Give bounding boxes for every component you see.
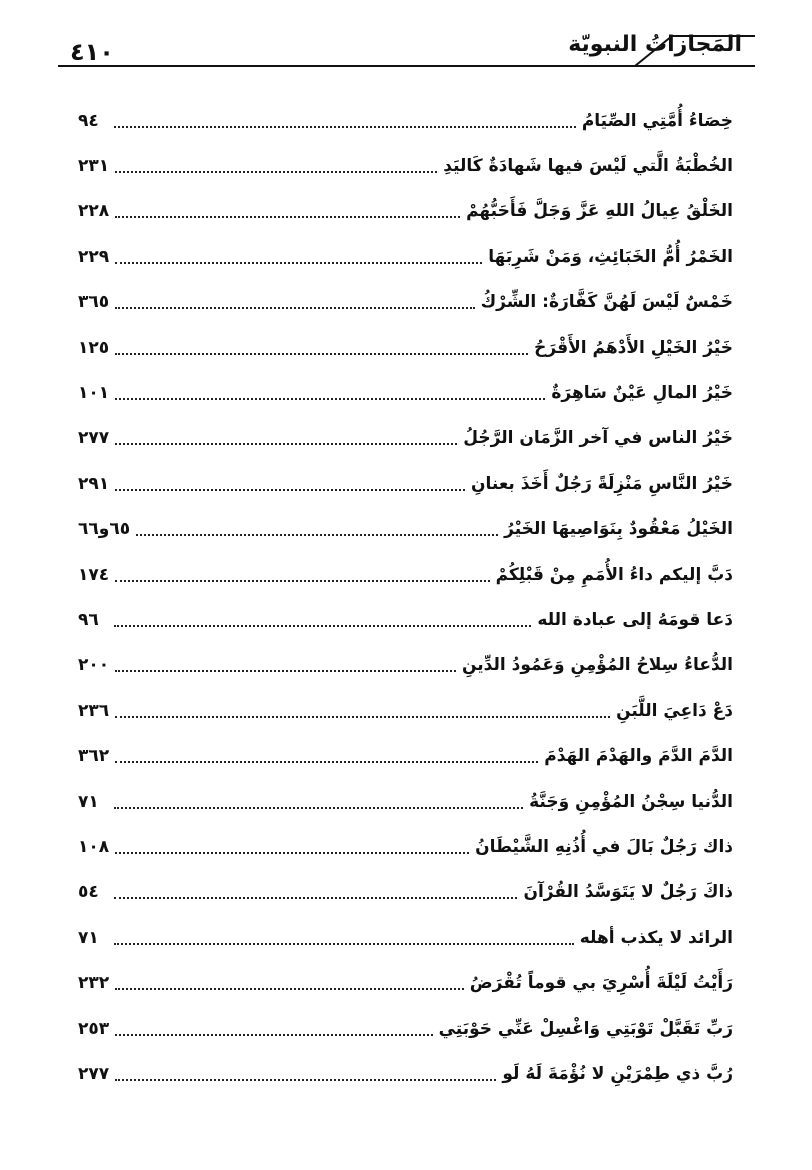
running-title: المَجازاتُ النبويّة — [568, 32, 742, 57]
entry-page-number: ٢٩١ — [78, 473, 110, 494]
dot-leader — [136, 534, 498, 536]
entry-text: دَبَّ إليكم داءُ الأُمَمِ مِنْ قَبْلِكُمْ — [495, 564, 733, 585]
index-entry — [78, 461, 733, 506]
entry-page-number: ٧١ — [78, 791, 99, 812]
index-entry — [78, 98, 733, 143]
dot-leader — [115, 670, 456, 672]
dot-leader — [114, 897, 517, 899]
entry-text: الخَلْقُ عِيالُ اللهِ عَزَّ وَجَلَّ فَأَحَبُّهُمْ — [466, 201, 733, 222]
dot-leader — [115, 1034, 432, 1036]
entry-page-number: ١٧٤ — [78, 564, 110, 585]
dot-leader — [114, 625, 531, 627]
entry-page-number: ٣٦٥ — [78, 292, 110, 313]
entry-text: خَيْرُ المالِ عَيْنٌ سَاهِرَةٌ — [551, 383, 733, 404]
index-list — [78, 98, 733, 1097]
entry-text: ذاك رَجُلٌ بَالَ في أُذُنِهِ الشَّيْطَانُ — [475, 836, 733, 857]
entry-page-number: ٩٦ — [78, 609, 99, 630]
dot-leader — [115, 443, 457, 445]
dot-leader — [115, 580, 489, 582]
index-entry — [78, 779, 733, 824]
entry-page-number: ١٠٨ — [78, 836, 110, 857]
dot-leader — [115, 1079, 496, 1081]
entry-page-number: ٣٦٢ — [78, 746, 110, 767]
entry-page-number: ٥٤ — [78, 882, 99, 903]
index-entry — [78, 507, 733, 552]
page-number: ٤١٠ — [70, 38, 114, 66]
entry-text: الدُّعاءُ سِلاحُ المُؤْمِنِ وَعَمُودُ الدِّينِ — [461, 655, 733, 676]
dot-leader — [115, 262, 482, 264]
entry-text: الدَّمَ الدَّمَ والهَدْمَ الهَدْمَ — [544, 746, 733, 767]
dot-leader — [115, 761, 538, 763]
entry-page-number: ٢٧٧ — [78, 1063, 110, 1084]
entry-text: ذاكَ رَجُلٌ لا يَتَوَسَّدُ القُرْآنَ — [523, 882, 733, 903]
index-entry — [78, 733, 733, 778]
index-entry — [78, 1006, 733, 1051]
entry-text: خِصَاءُ أُمَّتِي الصِّيَامُ — [581, 110, 733, 131]
index-entry — [78, 416, 733, 461]
index-entry — [78, 824, 733, 869]
entry-page-number: ٢٠٠ — [78, 655, 110, 676]
entry-text: خَيْرُ الناس في آخر الزَّمَان الرَّجُلُ — [463, 428, 733, 449]
entry-page-number: ٧١ — [78, 927, 99, 948]
dot-leader — [115, 489, 465, 491]
index-entry — [78, 870, 733, 915]
index-entry — [78, 688, 733, 733]
index-entry — [78, 189, 733, 234]
entry-text: دَعْ دَاعِيَ اللَّبَنِ — [616, 700, 733, 721]
entry-text: الخُطْبَةُ الَّتي لَيْسَ فيها شَهادَةٌ كَاليَدِ — [443, 156, 733, 177]
dot-leader — [115, 716, 610, 718]
entry-text: خَيْرُ الخَيْلِ الأَدْهَمُ الأَقْرَحُ — [534, 337, 733, 358]
entry-page-number: ٦٥و٦٦ — [78, 519, 131, 540]
entry-text: الخَيْلُ مَعْقُودٌ بِنَوَاصِيهَا الخَيْرُ — [504, 519, 733, 540]
index-entry — [78, 643, 733, 688]
dot-leader — [114, 943, 574, 945]
entry-page-number: ٩٤ — [78, 110, 99, 131]
index-entry — [78, 234, 733, 279]
index-entry — [78, 325, 733, 370]
index-entry — [78, 280, 733, 325]
index-entry — [78, 1051, 733, 1096]
entry-text: الخَمْرُ أُمُّ الخَبَائِثِ، وَمَنْ شَرِبَهَا — [488, 246, 733, 267]
entry-text: خَمْسٌ لَيْسَ لَهُنَّ كَفَّارَةٌ: الشِّرْكُ — [480, 292, 733, 313]
dot-leader — [115, 307, 474, 309]
entry-page-number: ٢٣٢ — [78, 973, 110, 994]
entry-page-number: ٢٥٣ — [78, 1018, 110, 1039]
index-entry — [78, 960, 733, 1005]
entry-text: رَأَيْتُ لَيْلَةَ أُسْرِيَ بي قوماً تُقْرَضُ — [469, 973, 733, 994]
dot-leader — [114, 807, 523, 809]
entry-text: الدُّنيا سِجْنُ المُؤْمِنِ وَجَنَّةُ — [529, 791, 733, 812]
dot-leader — [115, 398, 545, 400]
entry-page-number: ٢٣٦ — [78, 700, 110, 721]
entry-page-number: ١٠١ — [78, 383, 110, 404]
entry-page-number: ٢٢٩ — [78, 246, 110, 267]
entry-text: رَبِّ تَقَبَّلْ تَوْبَتِي وَاغْسِلْ عَنِّي حَوْبَتِي — [438, 1018, 733, 1039]
entry-text: دَعا قومَهُ إلى عبادة الله — [537, 609, 733, 630]
page-header — [0, 0, 812, 90]
index-entry — [78, 552, 733, 597]
dot-leader — [115, 353, 528, 355]
dot-leader — [115, 988, 464, 990]
entry-page-number: ١٢٥ — [78, 337, 110, 358]
index-entry — [78, 915, 733, 960]
index-entry — [78, 143, 733, 188]
entry-page-number: ٢٧٧ — [78, 428, 110, 449]
entry-page-number: ٢٢٨ — [78, 201, 110, 222]
dot-leader — [115, 216, 460, 218]
entry-text: خَيْرُ النَّاسِ مَنْزِلَةً رَجُلٌ أَخَذَ بعنانِ — [470, 473, 733, 494]
dot-leader — [115, 171, 437, 173]
dot-leader — [114, 126, 576, 128]
index-entry — [78, 370, 733, 415]
entry-page-number: ٢٣١ — [78, 156, 110, 177]
index-entry — [78, 597, 733, 642]
dot-leader — [115, 852, 469, 854]
entry-text: رُبَّ ذي طِمْرَيْنِ لا نُؤْمَةَ لَهُ لَو — [502, 1063, 733, 1084]
entry-text: الرائد لا يكذب أهله — [579, 927, 733, 948]
